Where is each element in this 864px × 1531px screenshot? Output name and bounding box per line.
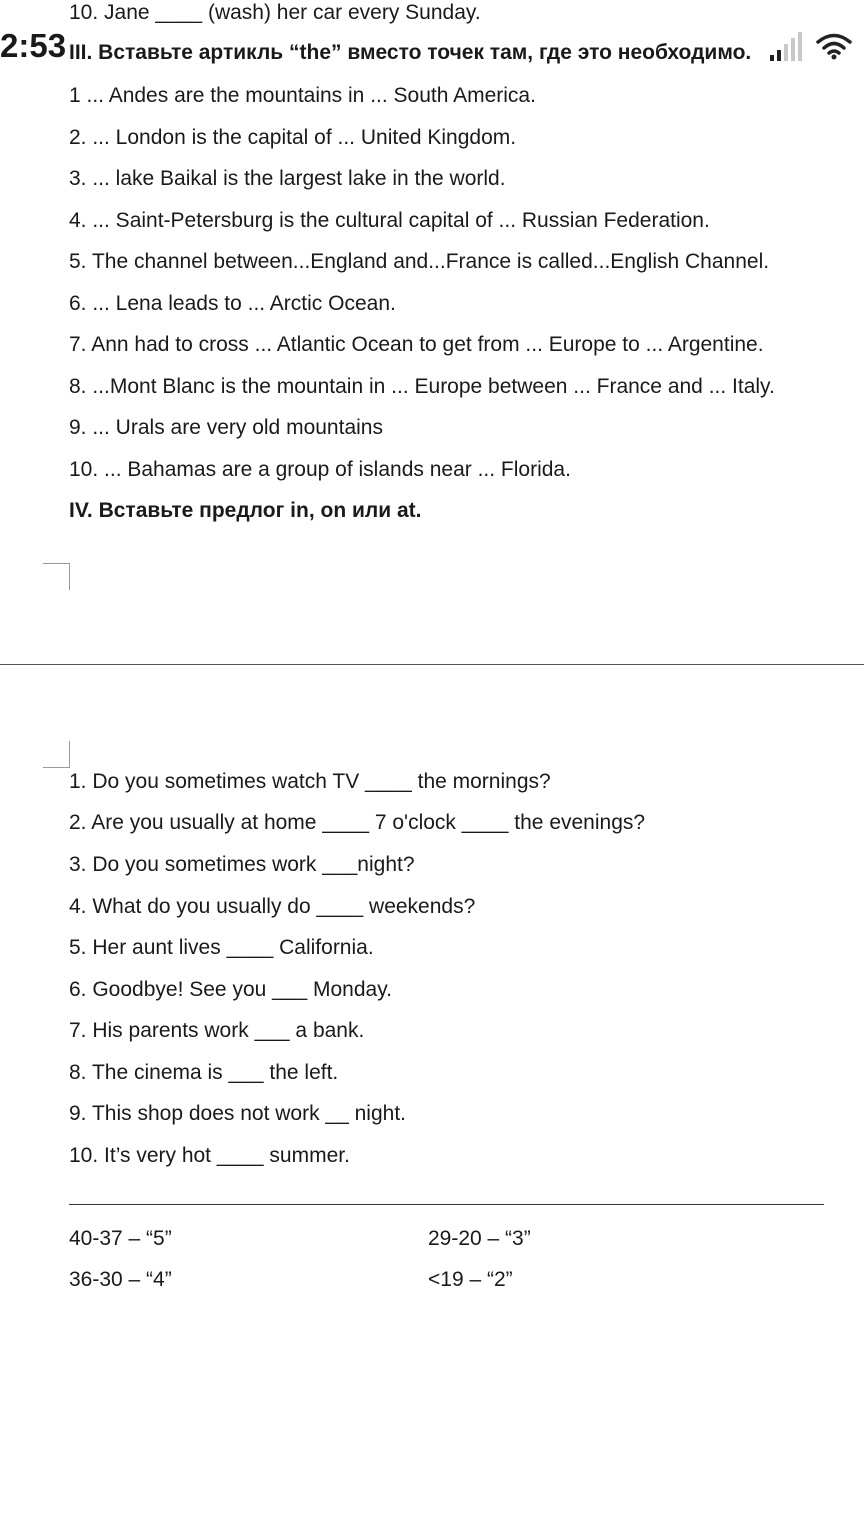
- section4-item-10: 10. It’s very hot ____ summer.: [69, 1144, 350, 1167]
- section3-item-3: 3. ... lake Baikal is the largest lake in the world.: [69, 167, 506, 190]
- page-corner-marker: [43, 741, 70, 768]
- section3-item-4: 4. ... Saint-Petersburg is the cultural capital of ... Russian Federation.: [69, 209, 710, 232]
- section4-item-5: 5. Her aunt lives ____ California.: [69, 936, 374, 959]
- separator-rule: [69, 1204, 824, 1205]
- section3-item-1: 1 ... Andes are the mountains in ... South America.: [69, 84, 536, 107]
- section4-item-2: 2. Are you usually at home ____ 7 o'clock ____ the evenings?: [69, 811, 646, 834]
- grade-2: <19 – “2”: [428, 1268, 513, 1291]
- section3-item-5: 5. The channel between...England and...France is called...English Channel.: [69, 250, 770, 273]
- section4-item-7: 7. His parents work ___ a bank.: [69, 1019, 365, 1042]
- wifi-icon: [816, 32, 852, 60]
- section3-item-9: 9. ... Urals are very old mountains: [69, 416, 383, 439]
- section3-heading: III. Вставьте артикль “the” вместо точек там, где это необходимо.: [69, 41, 752, 64]
- page-corner-marker: [43, 563, 70, 590]
- previous-item-10: 10. Jane ____ (wash) her car every Sunday.: [69, 1, 481, 24]
- grade-3: 29-20 – “3”: [428, 1227, 531, 1250]
- section4-item-9: 9. This shop does not work __ night.: [69, 1102, 406, 1125]
- signal-icon: [770, 31, 802, 61]
- section3-item-2: 2. ... London is the capital of ... United Kingdom.: [69, 126, 517, 149]
- section3-item-8: 8. ...Mont Blanc is the mountain in ... Europe between ... France and ... Italy.: [69, 375, 775, 398]
- section3-item-10: 10. ... Bahamas are a group of islands near ... Florida.: [69, 458, 571, 481]
- status-icons: [770, 28, 852, 64]
- status-time: 2:53: [0, 27, 67, 64]
- section4-item-6: 6. Goodbye! See you ___ Monday.: [69, 978, 392, 1001]
- section4-item-4: 4. What do you usually do ____ weekends?: [69, 895, 476, 918]
- section4-item-8: 8. The cinema is ___ the left.: [69, 1061, 339, 1084]
- page-break-divider: [0, 664, 864, 665]
- section4-item-3: 3. Do you sometimes work ___night?: [69, 853, 415, 876]
- grade-5: 40-37 – “5”: [69, 1227, 172, 1250]
- section3-item-6: 6. ... Lena leads to ... Arctic Ocean.: [69, 292, 396, 315]
- grade-4: 36-30 – “4”: [69, 1268, 172, 1291]
- section4-item-1: 1. Do you sometimes watch TV ____ the mornings?: [69, 770, 551, 793]
- section3-item-7: 7. Ann had to cross ... Atlantic Ocean to get from ... Europe to ... Argentine.: [69, 333, 764, 356]
- section4-heading: IV. Вставьте предлог in, on или at.: [69, 499, 422, 522]
